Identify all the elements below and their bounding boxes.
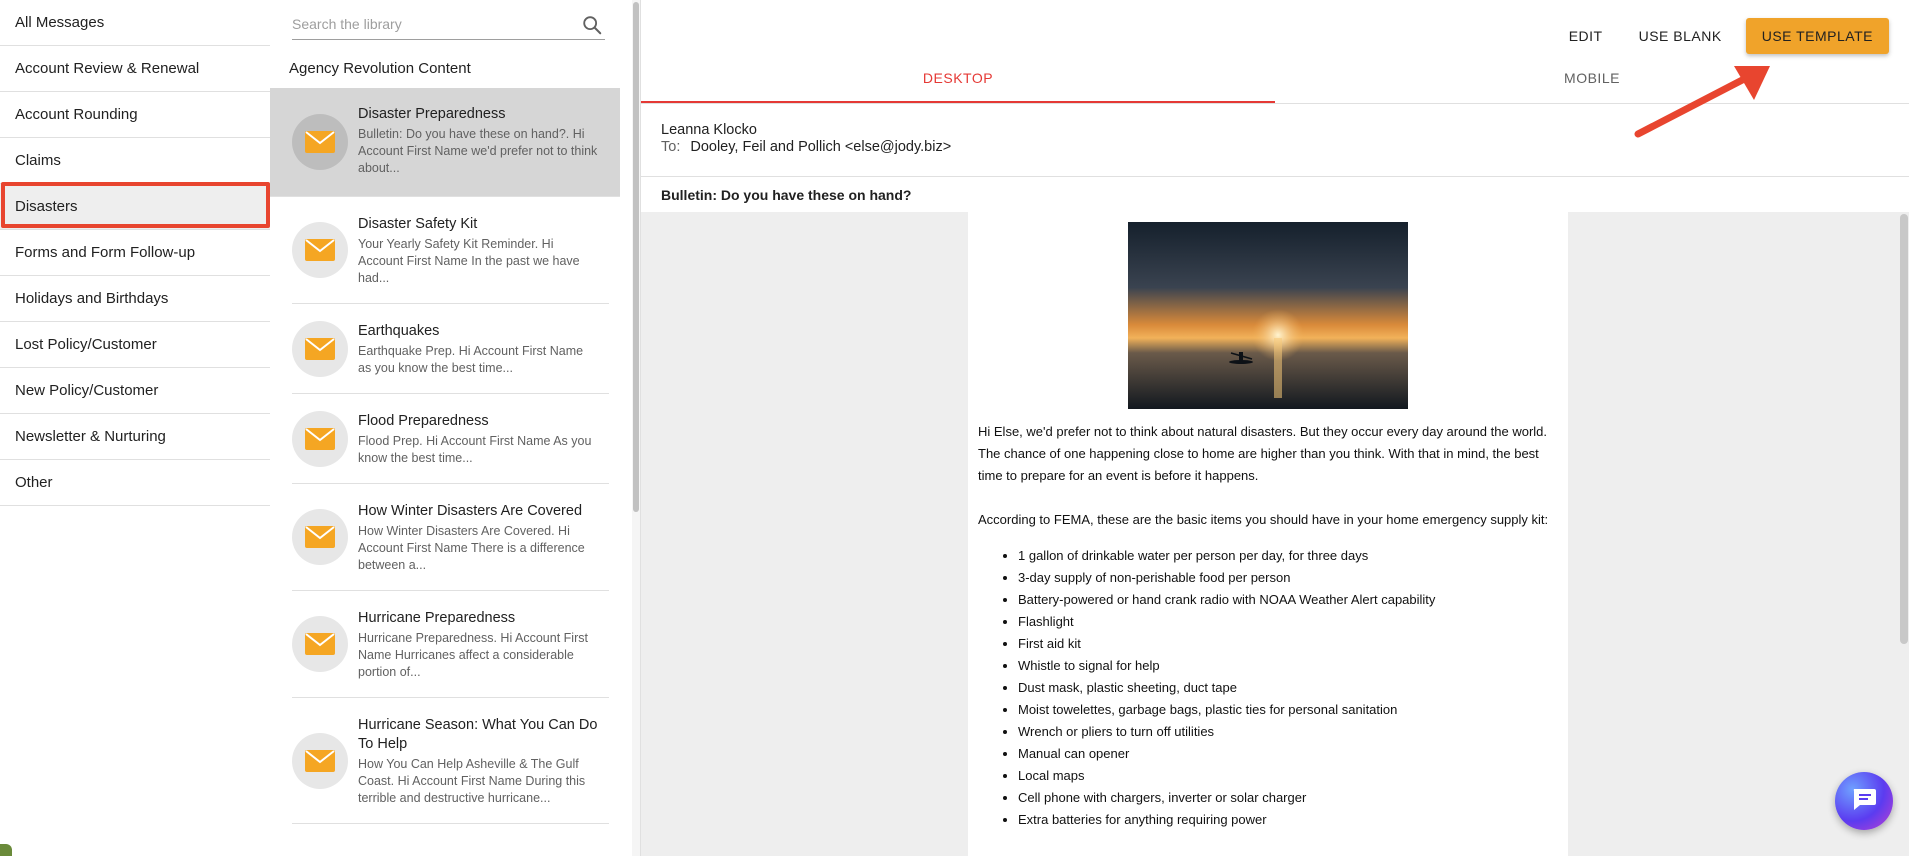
list-item[interactable] — [292, 197, 609, 304]
category-item-claims[interactable] — [0, 138, 270, 184]
category-label: Newsletter & Nurturing — [15, 428, 166, 445]
category-label: All Messages — [15, 14, 105, 31]
list-item: • Dust mask, plastic sheeting, duct tape — [1018, 677, 1558, 699]
list-item: • First aid kit — [1018, 633, 1558, 655]
email-header — [661, 122, 951, 156]
category-sidebar — [0, 0, 270, 856]
message-preview: Your Yearly Safety Kit Reminder. Hi Account First Name In the past we have had... — [358, 237, 580, 285]
library-scrollbar[interactable] — [632, 0, 640, 856]
library-search — [292, 10, 605, 40]
email-to-row — [661, 139, 951, 156]
list-item[interactable] — [292, 591, 609, 698]
message-preview: How Winter Disasters Are Covered. Hi Account First Name There is a difference between a... — [358, 524, 585, 572]
message-list — [270, 88, 620, 824]
category-label: Account Review & Renewal — [15, 60, 200, 77]
category-item-newsletter[interactable] — [0, 414, 270, 460]
category-item-account-rounding[interactable] — [0, 92, 270, 138]
message-title: Earthquakes — [358, 323, 440, 339]
scrollbar-thumb[interactable] — [633, 2, 639, 512]
mail-icon — [292, 114, 348, 170]
category-item-holidays[interactable] — [0, 276, 270, 322]
category-label: Disasters — [15, 198, 78, 215]
tab-desktop[interactable]: DESKTOP — [641, 62, 1275, 103]
list-item: • Whistle to signal for help — [1018, 655, 1558, 677]
message-preview: How You Can Help Asheville & The Gulf Coast. Hi Account First Name During this terrible and destructive hurricane... — [358, 757, 586, 805]
message-preview: Bulletin: Do you have these on hand?. Hi Account First Name we'd prefer not to think about... — [358, 127, 598, 175]
category-item-other[interactable] — [0, 460, 270, 506]
category-item-disasters[interactable] — [0, 184, 270, 230]
category-label: Account Rounding — [15, 106, 138, 123]
mail-icon — [292, 321, 348, 377]
mail-icon — [292, 411, 348, 467]
email-subject: Bulletin: Do you have these on hand? — [641, 176, 1909, 212]
category-label: Other — [15, 474, 53, 491]
list-item: • Local maps — [1018, 765, 1558, 787]
supply-list — [1018, 545, 1558, 831]
mail-icon — [292, 616, 348, 672]
window-corner-decoration — [0, 844, 12, 856]
library-panel — [270, 0, 632, 856]
action-bar — [1557, 18, 1889, 54]
chat-button[interactable] — [1835, 772, 1893, 830]
category-label: Forms and Form Follow-up — [15, 244, 196, 261]
preview-pane — [640, 0, 1909, 856]
mail-icon — [292, 509, 348, 565]
email-content — [968, 212, 1568, 856]
list-item[interactable] — [292, 304, 609, 394]
category-item-account-review[interactable] — [0, 46, 270, 92]
message-title: Disaster Preparedness — [358, 106, 506, 122]
use-template-button[interactable]: USE TEMPLATE — [1746, 18, 1889, 54]
list-item[interactable] — [292, 698, 609, 824]
email-paragraph: Hi Else, we'd prefer not to think about natural disasters. But they occur every day around the world. The chance of one happening close to home are higher than you think. With that in mind, the best time to prepare for an event is before it happens. — [978, 424, 1548, 483]
email-body-area — [641, 212, 1909, 856]
library-title: Agency Revolution Content — [289, 60, 471, 77]
to-label: To: — [661, 139, 681, 155]
list-item: • 3-day supply of non-perishable food per person — [1018, 567, 1558, 589]
message-preview: Flood Prep. Hi Account First Name As you know the best time... — [358, 434, 592, 465]
list-item: • Cell phone with chargers, inverter or solar charger — [1018, 787, 1558, 809]
message-title: Flood Preparedness — [358, 413, 489, 429]
preview-tabs — [641, 62, 1909, 104]
message-title: Disaster Safety Kit — [358, 216, 478, 232]
edit-button[interactable]: EDIT — [1568, 28, 1603, 44]
chat-icon — [1851, 787, 1877, 816]
sunset-kayak-image — [1128, 222, 1408, 409]
message-title: Hurricane Preparedness — [358, 610, 516, 626]
category-label: Lost Policy/Customer — [15, 336, 157, 353]
list-item: • 1 gallon of drinkable water per person per day, for three days — [1018, 545, 1558, 567]
mail-icon — [292, 222, 348, 278]
list-item[interactable] — [292, 394, 609, 484]
message-title: How Winter Disasters Are Covered — [358, 503, 583, 519]
email-to: Dooley, Feil and Pollich <else@jody.biz> — [690, 139, 952, 155]
mail-icon — [292, 733, 348, 789]
list-item: • Wrench or pliers to turn off utilities — [1018, 721, 1558, 743]
list-item: • Manual can opener — [1018, 743, 1558, 765]
category-label: Holidays and Birthdays — [15, 290, 169, 307]
message-preview: Earthquake Prep. Hi Account First Name as you know the best time... — [358, 344, 584, 375]
tab-mobile[interactable]: MOBILE — [1564, 70, 1620, 86]
category-label: Claims — [15, 152, 61, 169]
category-item-all-messages[interactable] — [0, 0, 270, 46]
list-item[interactable] — [270, 88, 620, 197]
email-paragraph: According to FEMA, these are the basic items you should have in your home emergency supply kit: — [978, 512, 1549, 527]
preview-scrollbar[interactable] — [1900, 214, 1908, 644]
list-item: • Flashlight — [1018, 611, 1558, 633]
search-icon[interactable] — [581, 14, 603, 36]
use-blank-button[interactable]: USE BLANK — [1638, 28, 1722, 44]
search-input[interactable] — [292, 10, 572, 38]
category-item-lost-policy[interactable] — [0, 322, 270, 368]
category-label: New Policy/Customer — [15, 382, 159, 399]
list-item: • Battery-powered or hand crank radio with NOAA Weather Alert capability — [1018, 589, 1558, 611]
category-item-new-policy[interactable] — [0, 368, 270, 414]
message-title: Hurricane Season: What You Can Do To Help — [358, 717, 598, 752]
list-item: • Extra batteries for anything requiring power — [1018, 809, 1558, 831]
email-from: Leanna Klocko — [661, 122, 757, 138]
list-item: • Moist towelettes, garbage bags, plastic ties for personal sanitation — [1018, 699, 1558, 721]
category-item-forms[interactable] — [0, 230, 270, 276]
message-preview: Hurricane Preparedness. Hi Account First Name Hurricanes affect a considerable portion of... — [358, 631, 588, 679]
list-item[interactable] — [292, 484, 609, 591]
